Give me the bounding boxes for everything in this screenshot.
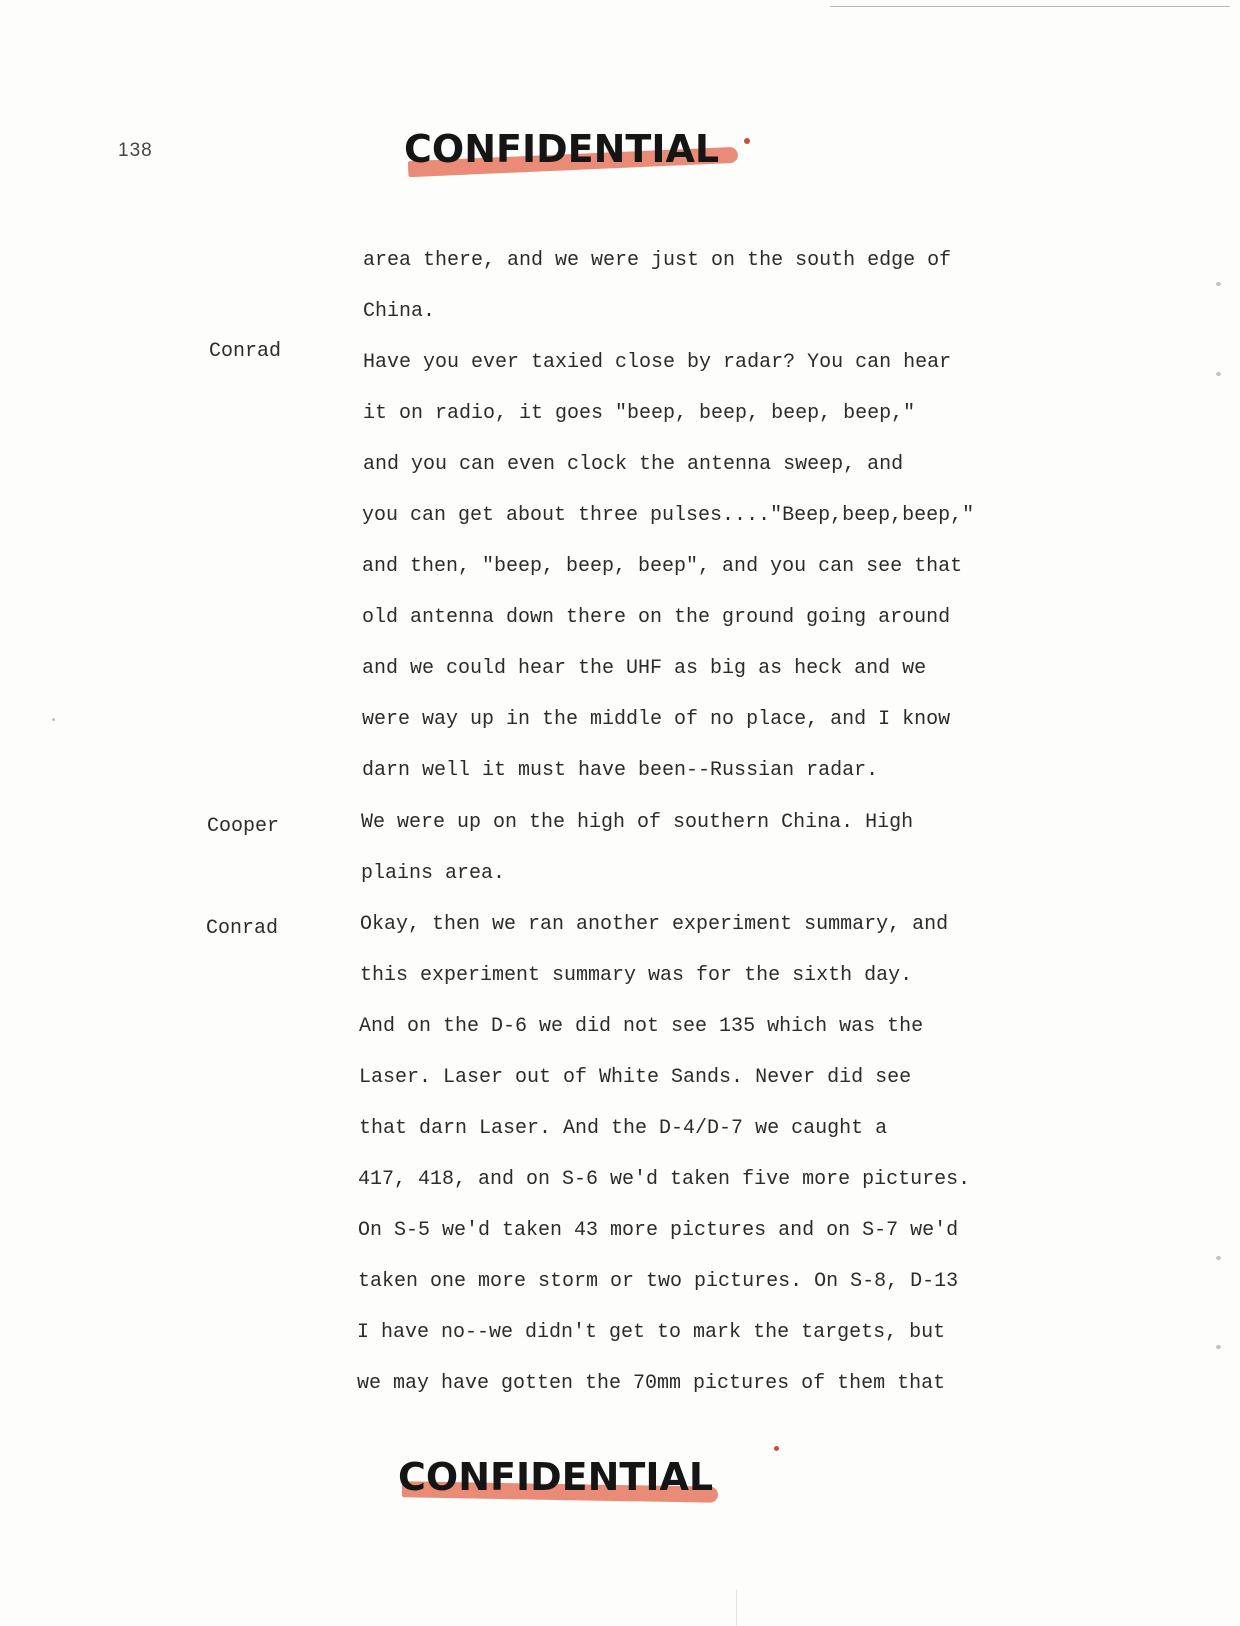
margin-speck (52, 718, 55, 721)
transcript-line: 417, 418, and on S-6 we'd taken five more pictures. (358, 1168, 971, 1191)
classification-label-bottom: CONFIDENTIAL (398, 1455, 714, 1499)
transcript-line: and you can even clock the antenna sweep, and (363, 453, 904, 476)
transcript-line: Have you ever taxied close by radar? You can hear (363, 351, 952, 374)
top-edge-rule (830, 6, 1230, 7)
transcript-line: it on radio, it goes "beep, beep, beep, beep," (363, 402, 916, 425)
transcript-line: Laser. Laser out of White Sands. Never did see (359, 1066, 912, 1089)
transcript-line: and we could hear the UHF as big as heck and we (362, 657, 927, 680)
paper-fold-line (736, 1590, 737, 1626)
transcript-line: this experiment summary was for the sixth day. (360, 964, 913, 987)
transcript-line: you can get about three pulses...."Beep,beep,beep," (362, 504, 975, 527)
transcript-line: plains area. (361, 862, 506, 885)
classification-label-top: CONFIDENTIAL (404, 127, 720, 171)
transcript-line: that darn Laser. And the D-4/D-7 we caught a (359, 1117, 888, 1140)
speaker-label: Conrad (206, 917, 279, 940)
red-marker-dot (744, 138, 750, 144)
transcript-line: and then, "beep, beep, beep", and you can see that (362, 555, 963, 578)
transcript-line: taken one more storm or two pictures. On S-8, D-13 (358, 1270, 959, 1293)
classification-stamp-top (404, 118, 719, 180)
transcript-line: were way up in the middle of no place, and I know (362, 708, 951, 731)
transcript-line: area there, and we were just on the south edge of (363, 249, 952, 272)
margin-speck (1216, 282, 1221, 286)
transcript-line: we may have gotten the 70mm pictures of them that (357, 1372, 946, 1395)
red-marker-dot (774, 1446, 779, 1451)
speaker-label: Cooper (207, 815, 280, 838)
transcript-line: On S-5 we'd taken 43 more pictures and on S-7 we'd (358, 1219, 959, 1242)
transcript-line: I have no--we didn't get to mark the targets, but (357, 1321, 946, 1344)
transcript-line: Okay, then we ran another experiment summary, and (360, 913, 949, 936)
speaker-label: Conrad (209, 340, 282, 363)
transcript-line: darn well it must have been--Russian radar. (362, 759, 879, 782)
margin-speck (1216, 1256, 1221, 1260)
transcript-line: And on the D-6 we did not see 135 which was the (359, 1015, 924, 1038)
page-number: 138 (118, 140, 153, 161)
transcript-line: We were up on the high of southern China. High (361, 811, 914, 834)
classification-stamp-bottom (398, 1446, 713, 1508)
transcript-line: old antenna down there on the ground going around (362, 606, 951, 629)
margin-speck (1216, 372, 1221, 376)
margin-speck (1216, 1345, 1221, 1349)
transcript-line: China. (363, 300, 436, 323)
